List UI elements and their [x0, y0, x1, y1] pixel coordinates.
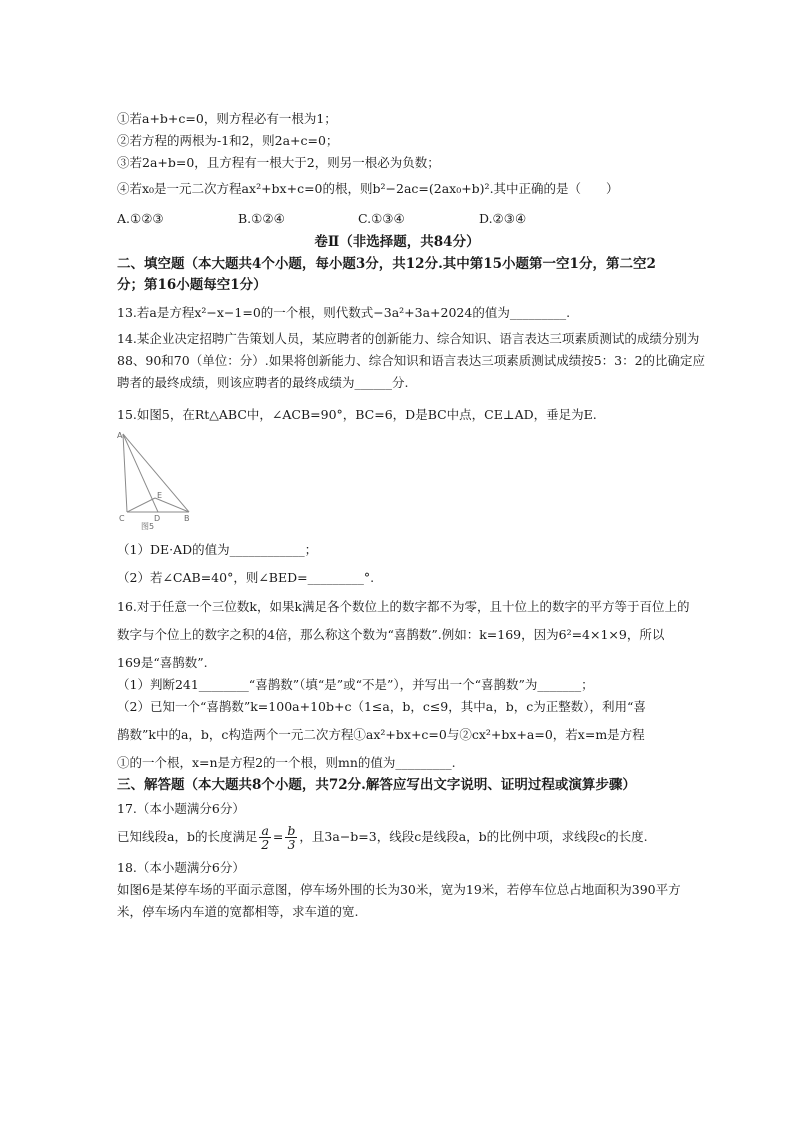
segment-ad	[123, 434, 158, 512]
question-16-part1: （1）判断241________“喜鹊数”（填“是”或“不是”），并写出一个“喜鹊数”为_______；	[117, 677, 594, 692]
question-14-line3: 聘者的最终成绩，则该应聘者的最终成绩为______分.	[117, 375, 409, 390]
mc-statement-2: ②若方程的两根为-1和2，则2a+c=0；	[117, 133, 339, 148]
label-a: A	[117, 431, 123, 440]
question-17-title: 17.（本小题满分6分）	[117, 801, 245, 816]
label-d: D	[154, 514, 161, 523]
question-16-part2-line3: ①的一个根，x=n是方程2的一个根，则mn的值为_________.	[117, 755, 456, 770]
segment-eb	[155, 498, 189, 512]
question-18-title: 18.（本小题满分6分）	[117, 860, 245, 875]
label-b: B	[184, 514, 190, 523]
segment-ce	[127, 498, 155, 512]
question-15-stem: 15.如图5，在Rt△ABC中，∠ACB=90°，BC=6，D是BC中点，CE⊥AD，垂足为E.	[117, 407, 597, 422]
question-17-body: 已知线段a，b的长度满足 $\frac{a}{2}$ = $\frac{b}{3}$ ，且3a−b=3，线段c是线段a，b的比例中项，求线段c的长度.	[117, 823, 648, 852]
question-18-line2: 米，停车场内车道的宽都相等，求车道的宽.	[117, 904, 359, 919]
section-2-heading-line2: 分；第16小题每空1分）	[117, 277, 267, 293]
mc-statement-4: ④若x₀是一元二次方程ax²+bx+c=0的根，则b²−2ac=(2ax₀+b)².其中正确的是（ ）	[117, 181, 619, 196]
mc-statement-1: ①若a+b+c=0，则方程必有一根为1；	[117, 111, 337, 126]
question-15-part1: （1）DE·AD的值为____________；	[117, 542, 318, 557]
side-ac	[123, 434, 127, 512]
question-16-line1: 16.对于任意一个三位数k，如果k满足各个数位上的数字都不为零，且十位上的数字的平方等于百位上的	[117, 599, 690, 614]
option-a: A.①②③	[117, 211, 164, 226]
question-17-text-after: ，且3a−b=3，线段c是线段a，b的比例中项，求线段c的长度.	[299, 829, 648, 844]
fraction-b-over-3: $\frac{b}{3}$	[287, 823, 296, 852]
question-16-part2-line2: 鹊数”k中的a，b，c构造两个一元二次方程①ax²+bx+c=0与②cx²+bx+a=0，若x=m是方程	[117, 727, 645, 742]
question-13: 13.若a是方程x²−x−1=0的一个根，则代数式−3a²+3a+2024的值为_________.	[117, 305, 571, 320]
question-16-part2-line1: （2）已知一个“喜鹊数”k=100a+10b+c（1≤a，b，c≤9，其中a，b，c为正整数），利用“喜	[117, 699, 646, 714]
question-16-line2: 数字与个位上的数字之积的4倍，那么称这个数为“喜鹊数”.例如：k=169，因为6²=4×1×9，所以	[117, 627, 665, 642]
fraction-a-over-2: $\frac{a}{2}$	[261, 823, 270, 852]
label-c: C	[119, 514, 125, 523]
question-14-line2: 88、90和70（单位：分）.如果将创新能力、综合知识和语言表达三项素质测试成绩按5：3：2的比确定应	[117, 353, 706, 368]
mc-statement-3: ③若2a+b=0，且方程有一根大于2，则另一根必为负数；	[117, 155, 440, 170]
figure-caption: 图5	[141, 522, 155, 530]
section-3-heading: 三、解答题（本大题共8个小题，共72分.解答应写出文字说明、证明过程或演算步骤）	[117, 777, 636, 793]
label-e: E	[157, 491, 163, 500]
option-d: D.②③④	[479, 211, 527, 226]
option-c: C.①③④	[358, 211, 405, 226]
question-18-line1: 如图6是某停车场的平面示意图，停车场外围的长为30米，宽为19米，若停车位总占地面积为390平方	[117, 882, 681, 897]
figure-5-triangle	[117, 430, 195, 530]
volume-2-title: 卷Ⅱ（非选择题，共84分）	[314, 234, 480, 250]
question-17-text-before: 已知线段a，b的长度满足	[117, 829, 258, 844]
question-15-part2: （2）若∠CAB=40°，则∠BED=_________°.	[117, 570, 375, 585]
section-2-heading-line1: 二、填空题（本大题共4个小题，每小题3分，共12分.其中第15小题第一空1分，第二空2	[117, 256, 656, 272]
question-14-line1: 14.某企业决定招聘广告策划人员，某应聘者的创新能力、综合知识、语言表达三项素质测试的成绩分别为	[117, 331, 700, 346]
option-b: B.①②④	[238, 211, 285, 226]
question-16-line3: 169是“喜鹊数”.	[117, 655, 208, 670]
side-ab	[123, 434, 189, 512]
